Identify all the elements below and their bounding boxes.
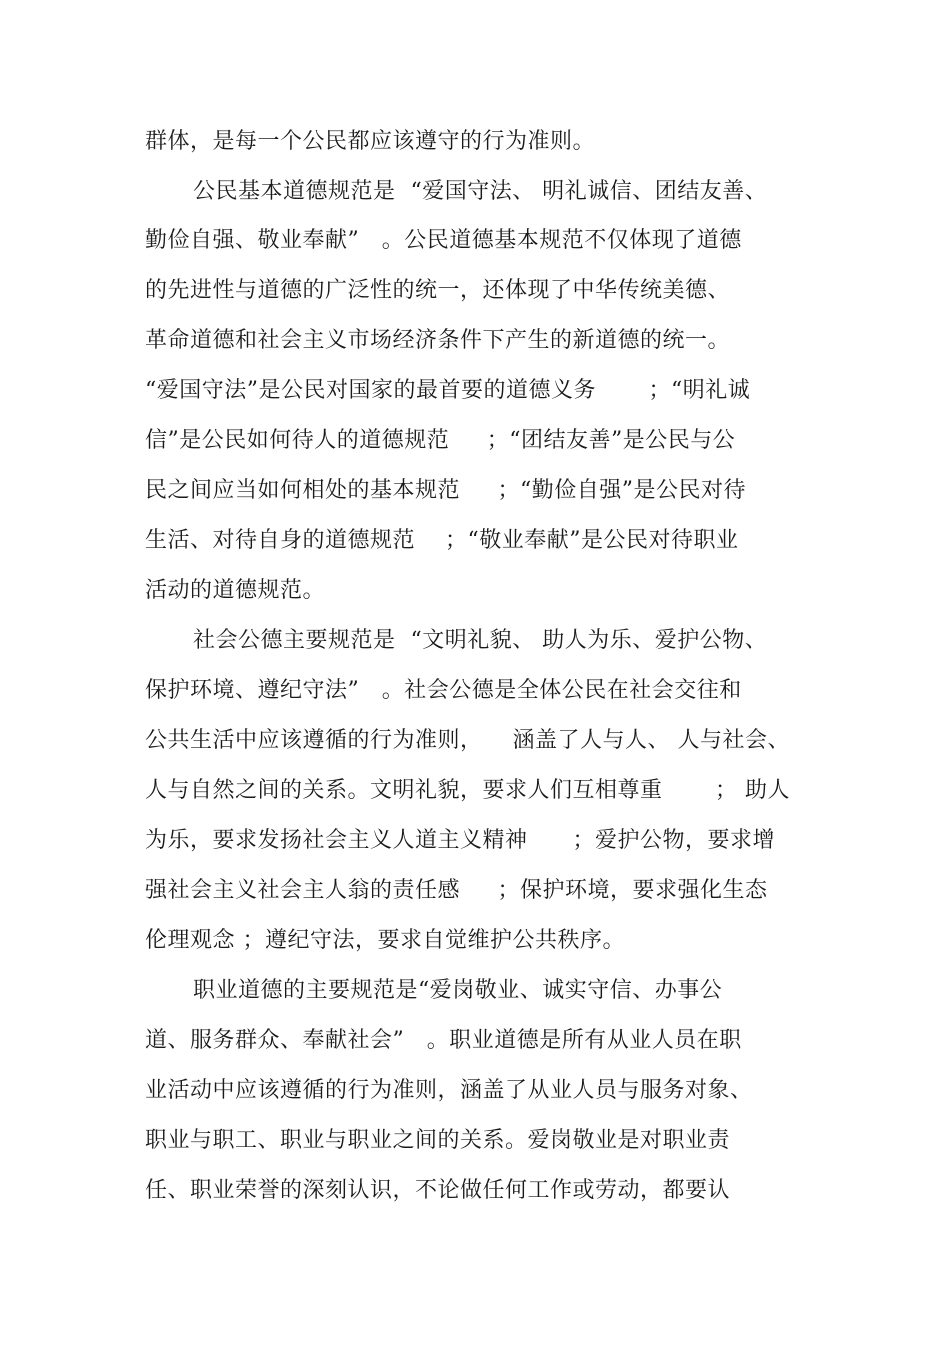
text-line: 强社会主义社会主人翁的责任感 ；保护环境，要求强化生态: [145, 878, 768, 903]
paragraph-first-line: 职业道德的主要规范是“爱岗敬业、诚实守信、办事公: [193, 978, 723, 1003]
text-line: 职业与职工、职业与职业之间的关系。爱岗敬业是对职业责: [145, 1128, 731, 1153]
text-line: 生活、对待自身的道德规范 ；“敬业奉献”是公民对待职业: [145, 528, 739, 553]
text-line: 任、职业荣誉的深刻认识，不论做任何工作或劳动，都要认: [145, 1178, 731, 1203]
text-line: 民之间应当如何相处的基本规范 ；“勤俭自强”是公民对待: [145, 478, 746, 503]
text-line: 人与自然之间的关系。文明礼貌，要求人们互相尊重 ； 助人: [145, 778, 790, 803]
paragraph-first-line: 社会公德主要规范是 “文明礼貌、 助人为乐、爱护公物、: [193, 628, 768, 653]
text-line: 为乐，要求发扬社会主义人道主义精神 ；爱护公物，要求增: [145, 828, 775, 853]
text-line: 道、服务群众、奉献社会” 。职业道德是所有从业人员在职: [145, 1028, 742, 1053]
text-line: 活动的道德规范。: [145, 578, 326, 603]
text-line: 伦理观念 ；遵纪守法，要求自觉维护公共秩序。: [145, 928, 625, 953]
text-line: “爱国守法”是公民对国家的最首要的道德义务 ；“明礼诚: [145, 378, 751, 403]
text-line: 革命道德和社会主义市场经济条件下产生的新道德的统一。: [145, 328, 731, 353]
paragraph-first-line: 公民基本道德规范是 “爱国守法、 明礼诚信、团结友善、: [193, 179, 768, 204]
text-line: 公共生活中应该遵循的行为准则， 涵盖了人与人、 人与社会、: [145, 728, 790, 753]
text-line: 勤俭自强、敬业奉献” 。公民道德基本规范不仅体现了道德: [145, 228, 742, 253]
text-line: 信”是公民如何待人的道德规范 ；“团结友善”是公民与公: [145, 428, 736, 453]
text-line: 业活动中应该遵循的行为准则，涵盖了从业人员与服务对象、: [145, 1078, 753, 1103]
text-line: 的先进性与道德的广泛性的统一，还体现了中华传统美德、: [145, 278, 731, 303]
text-line: 群体，是每一个公民都应该遵守的行为准则。: [145, 129, 596, 154]
text-line: 保护环境、遵纪守法” 。社会公德是全体公民在社会交往和: [145, 678, 742, 703]
